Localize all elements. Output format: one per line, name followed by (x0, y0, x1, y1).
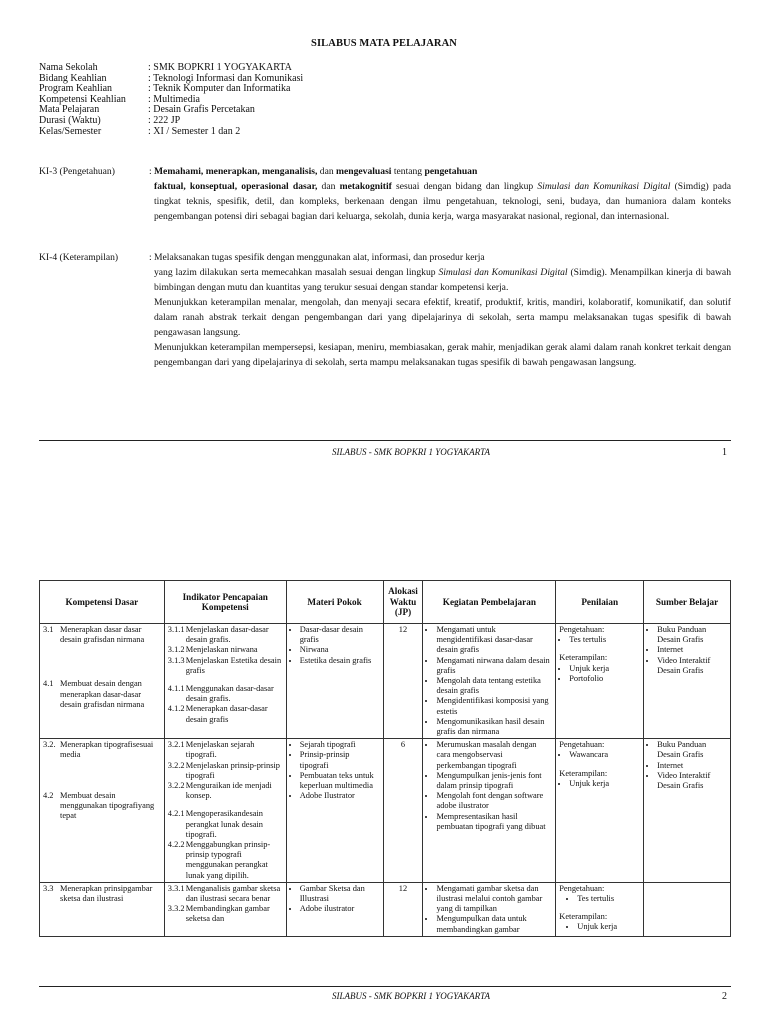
penilaian-cell: Pengetahuan: • Tes tertulis Keterampilan: • Unjuk kerja (556, 882, 644, 936)
materi-cell: • Gambar Sketsa dan Illustrasi • Adobe ilustrator (286, 882, 383, 936)
ki4-label: KI-4 (Keterampilan) (39, 252, 119, 263)
page-number: 1 (722, 447, 727, 458)
meta-value: : Desain Grafis Percetakan (148, 104, 255, 116)
col-header: Indikator Pencapaian Kompetensi (164, 581, 286, 624)
ki4-section: KI-4 (Keterampilan) : Melaksanakan tugas spesifik dengan menggunakan alat, informasi, dan prosedur kerja yang lazim dilakukan serta memecahkan masalah sesuai dengan lingkup Simulasi dan Komunikasi Digital (Simdig). Menampilkan kinerja di bawah bimbingan dengan mutu dan kuantitas yang terukur sesuai dengan standar kompetensi kerja. Menunjukkan keterampilan menalar, mengolah, dan menyaji secara efektif, kreatif, produktif, kritis, mandiri, kolaboratif, komunikatif, dan solutif dalam ranah abstrak terkait dengan pengembangan dari yang dipelajarinya di sekolah, serta mampu melaksanakan tugas spesifik di bawah pengawasan langsung. Menunjukkan keterampilan mempersepsi, kesiapan, meniru, membiasakan, gerak mahir, menjadikan gerak alami dalam ranah konkret terkait dengan pengembangan dari yang dipelajarinya di sekolah, serta mampu melaksanakan tugas spesifik di bawah pengawasan langsung. (39, 252, 731, 368)
document-title: SILABUS MATA PELAJARAN (311, 38, 457, 49)
meta-row-nama-sekolah (39, 63, 439, 74)
footer-text: SILABUS - SMK BOPKRI 1 YOGYAKARTA (332, 991, 490, 1001)
kegiatan-cell: • Mengamati gambar sketsa dan ilustrasi melalui contoh gambar yang di tampilkan • Mengumpulkan data untuk membandingkan gambar (423, 882, 556, 936)
school-identity-block (39, 63, 439, 137)
meta-row-kelas-semester (39, 127, 439, 138)
meta-label: Program Keahlian (39, 83, 113, 95)
page-1 (0, 0, 768, 470)
footer-rule (39, 986, 731, 987)
table-row (40, 739, 731, 883)
penilaian-cell: Pengetahuan: • Tes tertulis Keterampilan: • Unjuk kerja • Portofolio (556, 624, 644, 739)
page-number: 2 (722, 991, 727, 1002)
indikator-cell: 3.3.1 Menganalisis gambar sketsa dan ilustrasi secara benar 3.3.2 Membandingkan gambar seketsa dan (164, 882, 286, 936)
col-header: Penilaian (556, 581, 644, 624)
col-header: Kegiatan Pembelajaran (423, 581, 556, 624)
meta-value: : Teknologi Informasi dan Komunikasi (148, 72, 304, 84)
table-row (40, 624, 731, 739)
table-header-row (40, 581, 731, 624)
kd-cell: 3.3 Menerapkan prinsipgambar sketsa dan ilustrasi (40, 882, 165, 936)
meta-value: : XI / Semester 1 dan 2 (148, 125, 241, 137)
meta-value: : 222 JP (148, 114, 181, 126)
col-header: Alokasi Waktu (JP) (383, 581, 423, 624)
indikator-cell: 3.1.1 Menjelaskan dasar-dasar desain grafis. 3.1.2 Menjelaskan nirwana 3.1.3 Menjelaskan Estetika desain grafis 4.1.1 Menggunakan dasar-dasar desain grafis. 4.1.2 Menerapkan dasar-dasar desain grafis (164, 624, 286, 739)
jp-cell: 12 (383, 882, 423, 936)
syllabus-table (39, 580, 731, 937)
meta-value: : Multimedia (148, 93, 200, 105)
ki3-text: Memahami, menerapkan, menganalisis, dan mengevaluasi tentang pengetahuan faktual, konseptual, operasional dasar, dan metakognitif sesuai dengan bidang dan lingkup Simulasi dan Komunikasi Digital (Simdig) pada tingkat teknis, spesifik, detil, dan kompleks, berkenaan dengan ilmu pengetahuan, teknologi, seni, budaya, dan humaniora dalam konteks pengembangan potensi diri sebagai bagian dari keluarga, sekolah, dunia kerja, warga masyarakat nasional, regional, dan internasional. (154, 166, 732, 222)
footer-rule (39, 440, 731, 441)
meta-value: : Teknik Komputer dan Informatika (148, 83, 291, 95)
ki4-text: Melaksanakan tugas spesifik dengan menggunakan alat, informasi, dan prosedur kerja yang lazim dilakukan serta memecahkan masalah sesuai dengan lingkup Simulasi dan Komunikasi Digital (Simdig). Menampilkan kinerja di bawah bimbingan dengan mutu dan kuantitas yang terukur sesuai dengan standar kompetensi kerja. Menunjukkan keterampilan menalar, mengolah, dan menyaji secara efektif, kreatif, produktif, kritis, mandiri, kolaboratif, komunikatif, dan solutif dalam ranah abstrak terkait dengan pengembangan dari yang dipelajarinya di sekolah, serta mampu melaksanakan tugas spesifik di bawah pengawasan langsung. Menunjukkan keterampilan mempersepsi, kesiapan, meniru, membiasakan, gerak mahir, menjadikan gerak alami dalam ranah konkret terkait dengan pengembangan dari yang dipelajarinya di sekolah, serta mampu melaksanakan tugas spesifik di bawah pengawasan langsung. (154, 252, 731, 368)
col-header: Kompetensi Dasar (40, 581, 165, 624)
meta-value: : SMK BOPKRI 1 YOGYAKARTA (148, 62, 292, 73)
penilaian-cell: Pengetahuan: • Wawancara Keterampilan: • Unjuk kerja (556, 739, 644, 883)
ki3-section: KI-3 (Pengetahuan) : Memahami, menerapkan, menganalisis, dan mengevaluasi tentang pengetahuan faktual, konseptual, operasional dasar, dan metakognitif sesuai dengan bidang dan lingkup Simulasi dan Komunikasi Digital (Simdig) pada tingkat teknis, spesifik, detil, dan kompleks, berkenaan dengan ilmu pengetahuan, teknologi, seni, budaya, dan humaniora dalam konteks pengembangan potensi diri sebagai bagian dari keluarga, sekolah, dunia kerja, warga masyarakat nasional, regional, dan internasional. (39, 166, 732, 222)
jp-cell: 12 (383, 624, 423, 739)
ki3-label: KI-3 (Pengetahuan) (39, 166, 115, 177)
materi-cell: • Dasar-dasar desain grafis • Nirwana • Estetika desain grafis (286, 624, 383, 739)
footer-text: SILABUS - SMK BOPKRI 1 YOGYAKARTA (332, 447, 490, 457)
meta-label: Bidang Keahlian (39, 72, 107, 84)
col-header: Sumber Belajar (644, 581, 731, 624)
meta-label: Durasi (Waktu) (39, 114, 101, 126)
meta-row-durasi (39, 116, 439, 127)
indikator-cell: 3.2.1 Menjelaskan sejarah tipografi. 3.2.2 Menjelaskan prinsip-prinsip tipografi 3.2.2 Menguraikan ide menjadi konsep. 4.2.1 Mengoperasikandesain perangkat lunak desain tipografi. 4.2.2 Menggabungkan prinsip-prinsip typografi menggunakan perangkat lunak yang dipilih. (164, 739, 286, 883)
meta-label: Kelas/Semester (39, 125, 102, 137)
meta-label: Nama Sekolah (39, 62, 98, 73)
sumber-cell: • Buku Panduan Desain Grafis • Internet • Video Interaktif Desain Grafis (644, 739, 731, 883)
kegiatan-cell: • Merumuskan masalah dengan cara mengobservasi perkembangan tipografi • Mengumpulkan jenis-jenis font dalam prinsip tipografi • Mengolah font dengan software adobe ilustrator • Mempresentasikan hasil pembuatan tipografi yang dibuat (423, 739, 556, 883)
materi-cell: • Sejarah tipografi • Prinsip-prinsip tipografi • Pembuatan teks untuk keperluan multimedia • Adobe Ilustrator (286, 739, 383, 883)
sumber-cell: • Buku Panduan Desain Grafis • Internet • Video Interaktif Desain Grafis (644, 624, 731, 739)
table-row (40, 882, 731, 936)
meta-label: Kompetensi Keahlian (39, 93, 126, 105)
kegiatan-cell: • Mengamati untuk mengidentifikasi dasar-dasar desain grafis • Mengamati nirwana dalam desain grafis • Mengolah data tentang estetika desain grafis • Mengidentifikasi komposisi yang estetis • Mengomunikasikan hasil desain grafis dan nirmana (423, 624, 556, 739)
sumber-cell (644, 882, 731, 936)
col-header: Materi Pokok (286, 581, 383, 624)
kd-cell: 3.2. Menerapkan tipografisesuai media 4.2 Membuat desain menggunakan tipografiyang tepat (40, 739, 165, 883)
kd-cell: 3.1 Menerapkan dasar dasar desain grafisdan nirmana 4.1 Membuat desain dengan menerapkan dasar-dasar desain grafisdan nirmana (40, 624, 165, 739)
jp-cell: 6 (383, 739, 423, 883)
meta-label: Mata Pelajaran (39, 104, 100, 116)
